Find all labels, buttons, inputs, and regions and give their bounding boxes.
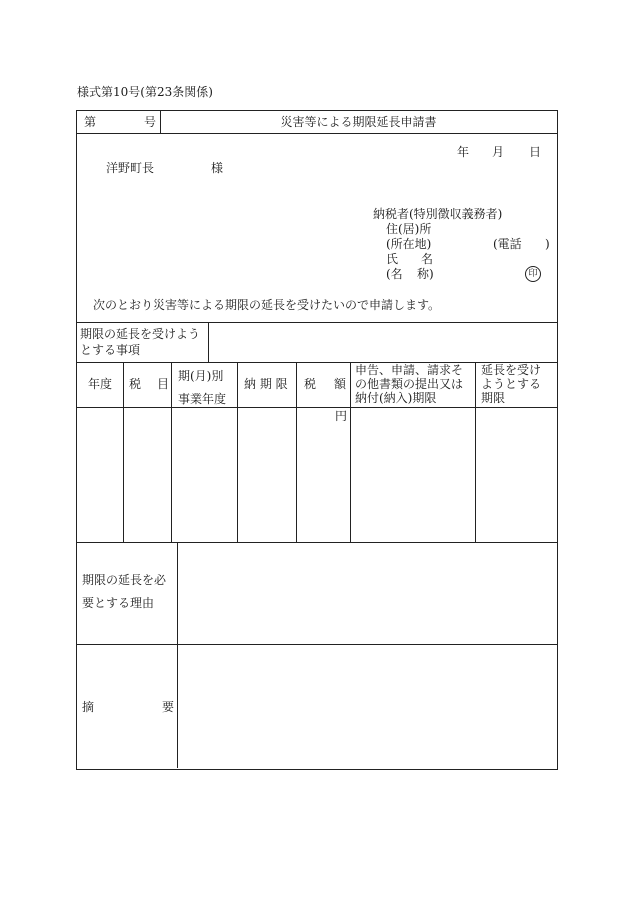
request-statement: 次のとおり災害等による期限の延長を受けたいので申請します。 (93, 298, 441, 312)
phone-close: ) (545, 237, 550, 251)
col-header-period-line1: 期(月)別 (178, 369, 224, 383)
form-code: 様式第10号(第23条関係) (77, 85, 213, 99)
col-header-filing-line2: の他書類の提出又は (355, 377, 464, 391)
date-year: 年 (457, 145, 470, 159)
number-prefix: 第 (84, 115, 97, 129)
corp-name-label-second: 称) (417, 267, 434, 281)
col-header-extended-line1: 延長を受け (481, 363, 542, 377)
form-title: 災害等による期限延長申請書 (280, 115, 437, 129)
remarks-label-second: 要 (162, 700, 175, 714)
col-divider-1 (123, 362, 124, 542)
lower-vertical-divider (177, 542, 178, 768)
col-header-period-line2: 事業年度 (178, 392, 227, 406)
col-header-filing-line3: 納付(納入)期限 (355, 391, 437, 405)
details-bottom-line (76, 542, 557, 543)
col-header-year: 年度 (88, 377, 113, 391)
columns-header-line (76, 407, 557, 408)
col-header-filing-line1: 申告、申請、請求そ (355, 363, 464, 377)
col-divider-4 (296, 362, 297, 542)
matter-label-line2: とする事項 (80, 343, 141, 357)
col-header-tax-item-second: 目 (157, 377, 170, 391)
remarks-label-first: 摘 (82, 700, 95, 714)
reason-label-line2: 要とする理由 (82, 596, 155, 610)
matter-vertical-divider (208, 322, 209, 362)
col-header-tax-item-first: 税 (129, 377, 142, 391)
date-month: 月 (492, 145, 505, 159)
corp-name-label-first: (名 (386, 267, 403, 281)
col-header-extended-line2: ようとする (481, 377, 542, 391)
addressee-honorific: 様 (211, 161, 224, 175)
location-label: (所在地) (386, 237, 432, 251)
name-label-first: 氏 (386, 252, 399, 266)
phone-label: (電話 (493, 237, 522, 251)
col-divider-2 (171, 362, 172, 542)
matter-label-line1: 期限の延長を受けよう (80, 327, 201, 341)
name-label-second: 名 (421, 252, 434, 266)
number-suffix: 号 (144, 115, 157, 129)
date-day: 日 (529, 145, 542, 159)
col-divider-6 (475, 362, 476, 542)
col-header-tax-amount-second: 額 (334, 377, 347, 391)
addressee-name: 洋野町長 (106, 161, 155, 175)
matter-top-line (76, 322, 557, 323)
yen-unit: 円 (335, 409, 348, 423)
reason-label-line1: 期限の延長を必 (82, 573, 167, 587)
applicant-heading: 納税者(特別徴収義務者) (373, 207, 503, 221)
address-label: 住(居)所 (386, 222, 432, 236)
col-divider-3 (237, 362, 238, 542)
col-header-extended-line3: 期限 (481, 391, 506, 405)
col-divider-5 (350, 362, 351, 542)
reason-bottom-line (76, 644, 557, 645)
col-header-tax-amount-first: 税 (304, 377, 317, 391)
col-header-payment-deadline: 納 期 限 (244, 377, 288, 391)
seal-mark: 印 (525, 266, 541, 282)
header-divider (76, 133, 557, 134)
